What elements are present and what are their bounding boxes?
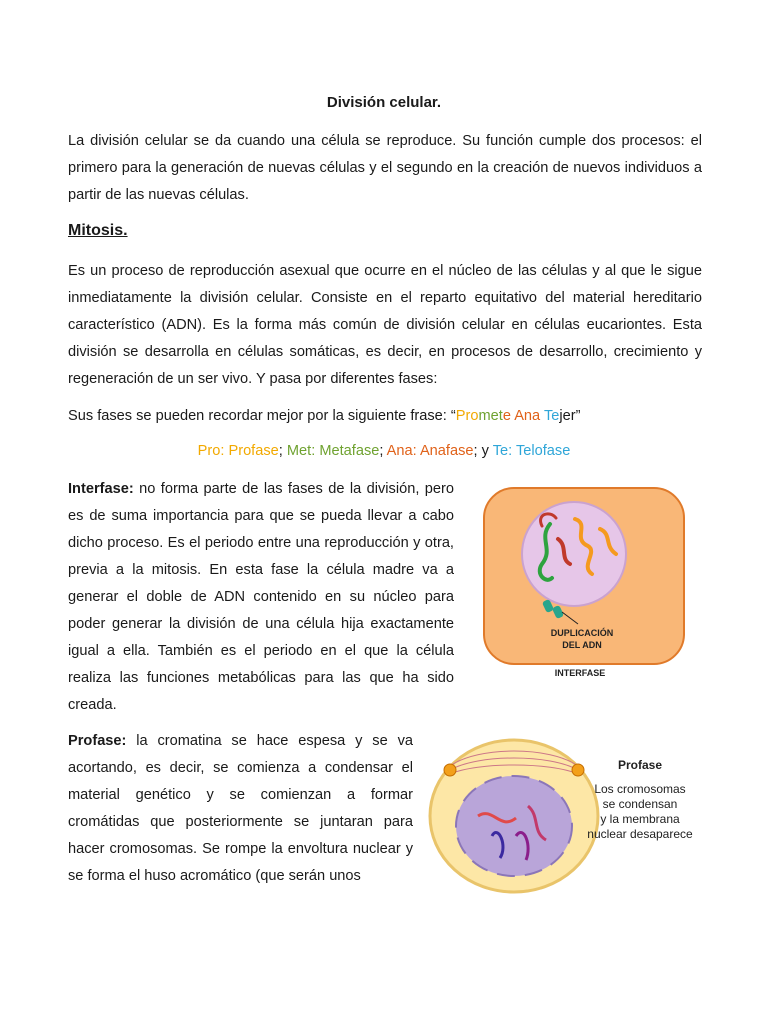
- profase-label: Profase:: [68, 733, 127, 749]
- interfase-label: Interfase:: [68, 481, 134, 497]
- mnemonic-jer: jer: [559, 408, 576, 424]
- phases-line: [0, 438, 768, 465]
- mnemonic-te: Te: [543, 408, 560, 424]
- phase-met: Met: Metafase: [286, 443, 380, 459]
- profase-figure-caption-1: Los cromosomas: [594, 782, 686, 796]
- profase-figure-caption-4: nuclear desaparece: [587, 827, 693, 841]
- phase-te: Te: Telofase: [492, 443, 571, 459]
- phase-ana: Ana: Anafase: [386, 443, 474, 459]
- mnemonic-t: t: [498, 408, 503, 424]
- interfase-paragraph: [68, 476, 454, 719]
- mnemonic-pro: Pro: [455, 408, 479, 424]
- intro-paragraph: La división celular se da cuando una célula se reproduce. Su función cumple dos procesos: el primero para la generación de nuevas células y el segundo en la creación de nuevos individuos a partir de las nuevas células.: [68, 133, 702, 203]
- profase-paragraph: [68, 728, 413, 890]
- mnemonic-intro: Sus fases se pueden recordar mejor por la siguiente frase: “: [68, 408, 456, 424]
- phase-separator: ; y: [473, 443, 493, 459]
- mitosis-heading: Mitosis.: [68, 222, 128, 239]
- mnemonic-e: e: [502, 408, 511, 424]
- mitosis-paragraph: Es un proceso de reproducción asexual que ocurre en el núcleo de las células y al que le sigue inmediatamente la división celular. Consiste en el reparto equitativo del material hereditario característico (ADN). Es la forma más común de división celular en células eucariontes. Esta división se desarrolla en células somáticas, es decir, en procesos de desarrollo, crecimiento y regeneración de un ser vivo. Y pasa por diferentes fases:: [68, 263, 702, 387]
- interfase-figure-label-1: DUPLICACIÓN: [550, 628, 614, 638]
- phase-separator: ;: [379, 443, 387, 459]
- mnemonic-me: me: [478, 408, 499, 424]
- mnemonic-ana: Ana: [514, 408, 541, 424]
- interfase-figure-caption: INTERFASE: [554, 668, 606, 678]
- profase-figure-caption-2: se condensan: [602, 797, 678, 811]
- profase-figure-caption-3: y la membrana: [600, 812, 680, 826]
- profase-text: la cromatina se hace espesa y se va acortando, es decir, se comienza a condensar el material genético y se comienzan a formar cromátidas que posteriormente se juntaran para hacer cromosomas. Se rompe la envoltura nuclear y se forma el huso acromático (que serán unos: [68, 733, 413, 884]
- interfase-text: no forma parte de las fases de la división, pero es de suma importancia para que se pueda llevar a cabo dicho proceso. Es el periodo entre una reproducción y otra, previa a la mitosis. En esta fase la célula madre va a generar el doble de ADN contenido en su núcleo para poder generar la división de una célula hija exactamente igual a ella. También es el periodo en el que la célula realiza las funciones metabólicas para las que ha sido creada.: [68, 481, 454, 713]
- phase-separator: ;: [278, 443, 287, 459]
- interfase-figure-label-2: DEL ADN: [562, 640, 602, 650]
- profase-figure: [428, 736, 708, 896]
- phase-pro: Pro: Profase: [197, 443, 279, 459]
- profase-figure-title: Profase: [617, 758, 663, 772]
- mnemonic-line: [68, 403, 702, 430]
- interfase-figure: [480, 484, 688, 684]
- page-title: División celular.: [326, 94, 442, 111]
- mnemonic-close: ”: [575, 408, 581, 424]
